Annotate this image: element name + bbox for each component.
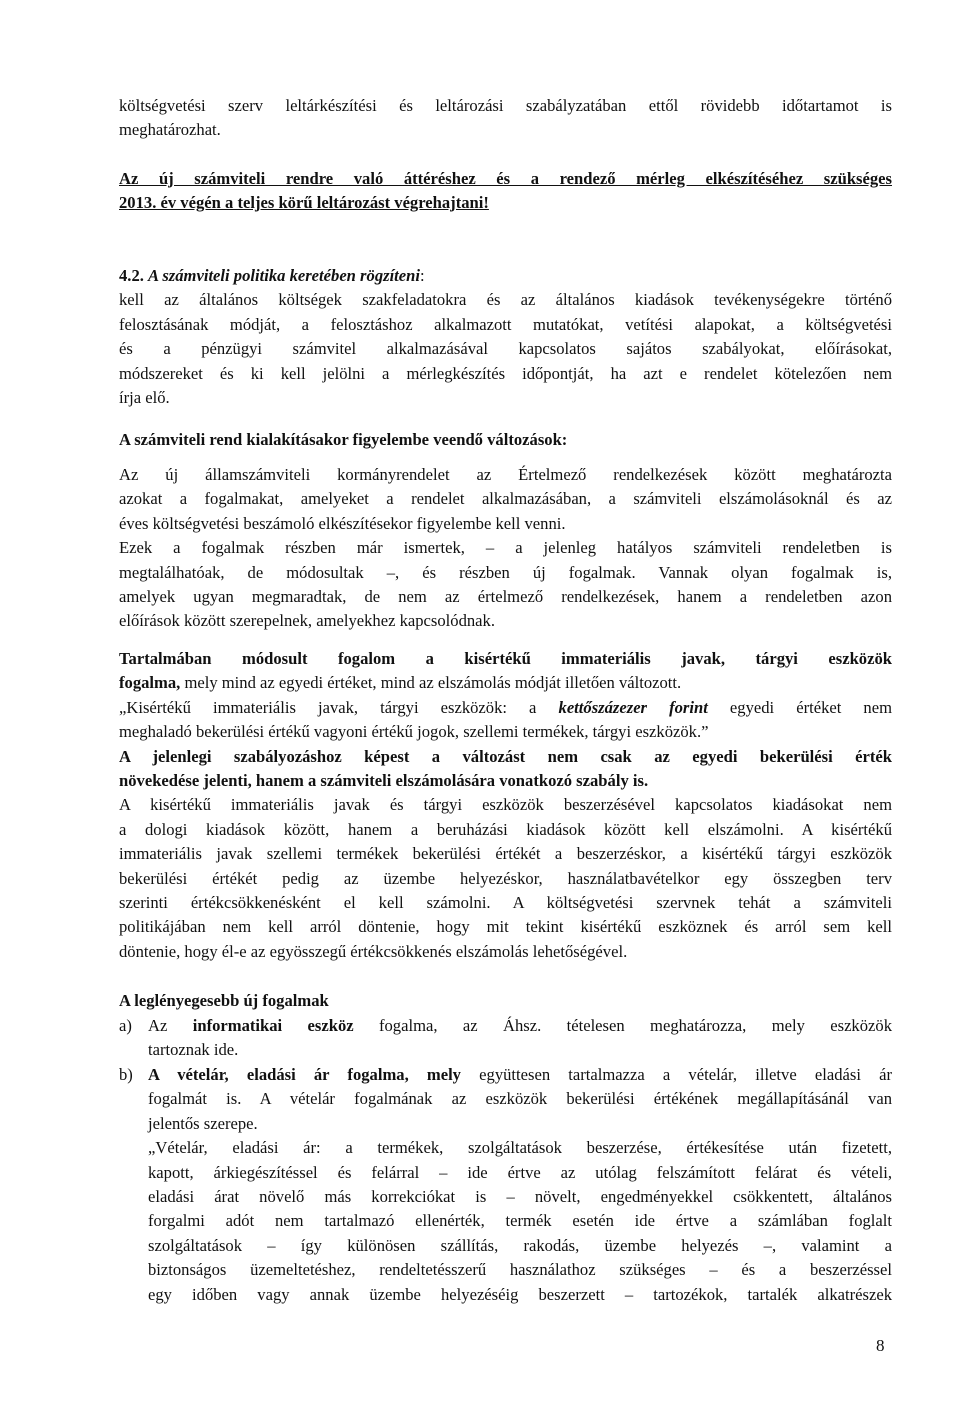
text-run: „Kisértékű immateriális javak, tárgyi eszközök: a: [119, 697, 559, 717]
text-line: immateriális javak szellemi termékek bekerülési értékét a beszerzéskor, a kisértékű tárgyi eszközök: [119, 844, 892, 864]
heading-text: A számviteli rend kialakításakor figyelembe veendő változások:: [119, 430, 568, 449]
text-line: költségvetési szerv leltárkészítési és leltározási szabályzatában ettől rövidebb időtartamot is: [119, 96, 892, 115]
list-item-body: [148, 1014, 892, 1063]
list-label: a): [119, 1016, 132, 1035]
heading-new-concepts: [119, 989, 892, 1013]
text-line: [148, 1063, 892, 1087]
text-line: [119, 671, 892, 695]
section-heading: [119, 264, 892, 288]
text-line: Az új államszámviteli kormányrendelet az Értelmező rendelkezések között meghatározta: [119, 465, 892, 484]
text-line: politikájában nem kell arról döntenie, hogy mit tekint kisértékű eszköznek és arról sem kell: [119, 917, 892, 937]
text-line: döntenie, hogy él-e az egyösszegű értékcsökkenés elszámolás lehetőségével.: [119, 941, 628, 961]
text-line: egy időben vagy annak üzembe helyezéséig beszerzett – tartozékok, tartalék alkatrészek: [148, 1284, 892, 1304]
page-number: 8: [876, 1336, 885, 1355]
text-line: bekerülési értékét pedig az üzembe helyezéskor, használatbavételkor egy összegben terv: [119, 868, 892, 888]
text-line: eladási árat növelő más korrekciókat is – növelt, engedményekkel csökkentett, általános: [148, 1186, 892, 1206]
text-line: kell az általános költségek szakfeladatokra és az általános kiadások tevékenységekre történő: [119, 290, 892, 310]
emphasis-run: kettőszázezer forint: [558, 697, 708, 717]
section-colon: :: [420, 266, 425, 285]
text-run: egyedi értéket nem: [707, 697, 893, 717]
text-line: Az új számviteli rendre való áttéréshez és a rendező mérleg elkészítéséhez szükséges: [119, 169, 892, 188]
text-line: Ezek a fogalmak részben már ismertek, – a jelenleg hatályos számviteli rendeletben is: [119, 538, 892, 558]
text-line: kapott, árkiegészítéssel és felárral – ide értve az utólag felszámított felárat és vételi,: [148, 1162, 892, 1182]
text-line: és a pénzügyi számvitel alkalmazásával kapcsolatos sajátos szabályokat, előírásokat,: [119, 339, 892, 359]
heading-text: A leglényegesebb új fogalmak: [119, 991, 329, 1010]
heading-changes: [119, 428, 892, 452]
section-number: 4.2.: [119, 266, 144, 285]
list-item-body: [148, 1063, 892, 1307]
text-run: együttesen tartalmazza a vételár, illetve eladási ár: [460, 1065, 892, 1084]
list-label: b): [119, 1065, 133, 1084]
text-line: a dologi kiadások között, hanem a beruházási kiadások között kell elszámolni. A kisértékű: [119, 819, 892, 839]
text-line: azokat a fogalmakat, amelyeket a rendelet alkalmazásában, a számviteli elszámolásoknál és az: [119, 489, 892, 509]
text-run: Az: [148, 1016, 193, 1035]
section-title: A számviteli politika keretében rögzíteni: [148, 266, 420, 285]
text-line: előírások között szerepelnek, amelyekhez kapcsolódnak.: [119, 611, 495, 631]
text-line: forgalmi adót nem tartalmazó ellenérték, termék esetén ide értve a számlában foglalt: [148, 1211, 892, 1231]
text-line: szolgáltatások – így különösen szállítás, rakodás, üzembe helyezés –, valamint a: [148, 1235, 892, 1255]
paragraph-leltar-timeframe: [119, 94, 892, 143]
bold-run: informatikai eszköz: [192, 1016, 354, 1035]
quote-line: meghaladó bekerülési értékű vagyoni értékű jogok, szellemi termékek, tárgyi eszközök.”: [119, 722, 709, 742]
text-line: szerinti értékcsökkenésként el kell számolni. A költségvetési szervnek tehát a számviteli: [119, 892, 892, 912]
paragraph-leltar-requirement: [119, 167, 892, 216]
text-line: megtalálhatóak, de módosultak –, és részben új fogalmak. Vannak olyan fogalmak is,: [119, 562, 892, 582]
bold-run: A vételár, eladási ár fogalma, mely: [148, 1065, 461, 1084]
text-line: éves költségvetési beszámoló elkészítésekor figyelembe kell venni.: [119, 513, 566, 533]
text-line: A jelenlegi szabályozáshoz képest a változást nem csak az egyedi bekerülési érték: [119, 746, 892, 766]
text-line: [148, 1014, 892, 1038]
section-4-2: [119, 264, 892, 410]
text-line: amelyek ugyan megmaradtak, de nem az értelmező rendelkezések, hanem a rendeletben azon: [119, 586, 892, 606]
text-line: felosztásának módját, a felosztáshoz alkalmazott mutatókat, vetítési alapokat, a költségvetési: [119, 314, 892, 334]
paragraph-new-concepts: [119, 463, 892, 634]
quote-line: [119, 696, 892, 720]
paragraph-low-value-assets: [119, 647, 892, 964]
text-line: növekedése jelenti, hanem a számviteli elszámolására vonatkozó szabály is.: [119, 770, 649, 790]
text-run: mely mind az egyedi értéket, mind az elszámolás módját illetően változott.: [180, 673, 682, 693]
text-line: Tartalmában módosult fogalom a kisértékű immateriális javak, tárgyi eszközök: [119, 649, 892, 668]
text-line: „Vételár, eladási ár: a termékek, szolgáltatások beszerzése, értékesítése után fizetett,: [148, 1138, 892, 1158]
text-line: meghatározhat.: [119, 120, 221, 140]
bold-run: fogalma,: [119, 673, 181, 693]
text-line: módszereket és ki kell jelölni a mérlegkészítés időpontját, ha azt e rendelet kötelezően nem: [119, 363, 892, 383]
text-line: jelentős szerepe.: [148, 1113, 258, 1133]
text-line: írja elő.: [119, 387, 170, 407]
text-line: A kisértékű immateriális javak és tárgyi eszközök beszerzésével kapcsolatos kiadásokat nem: [119, 795, 892, 815]
text-line: biztonságos üzemeltetéshez, rendeltetésszerű használathoz szükséges – és a beszerzéssel: [148, 1260, 892, 1280]
text-line: fogalmát is. A vételár fogalmának az eszközök bekerülési értékének megállapításánál van: [148, 1089, 892, 1109]
text-line: tartoznak ide.: [148, 1040, 239, 1060]
text-line: 2013. év végén a teljes körű leltározást végrehajtani!: [119, 193, 489, 213]
text-run: fogalma, az Áhsz. tételesen meghatározza, mely eszközök: [353, 1016, 892, 1035]
